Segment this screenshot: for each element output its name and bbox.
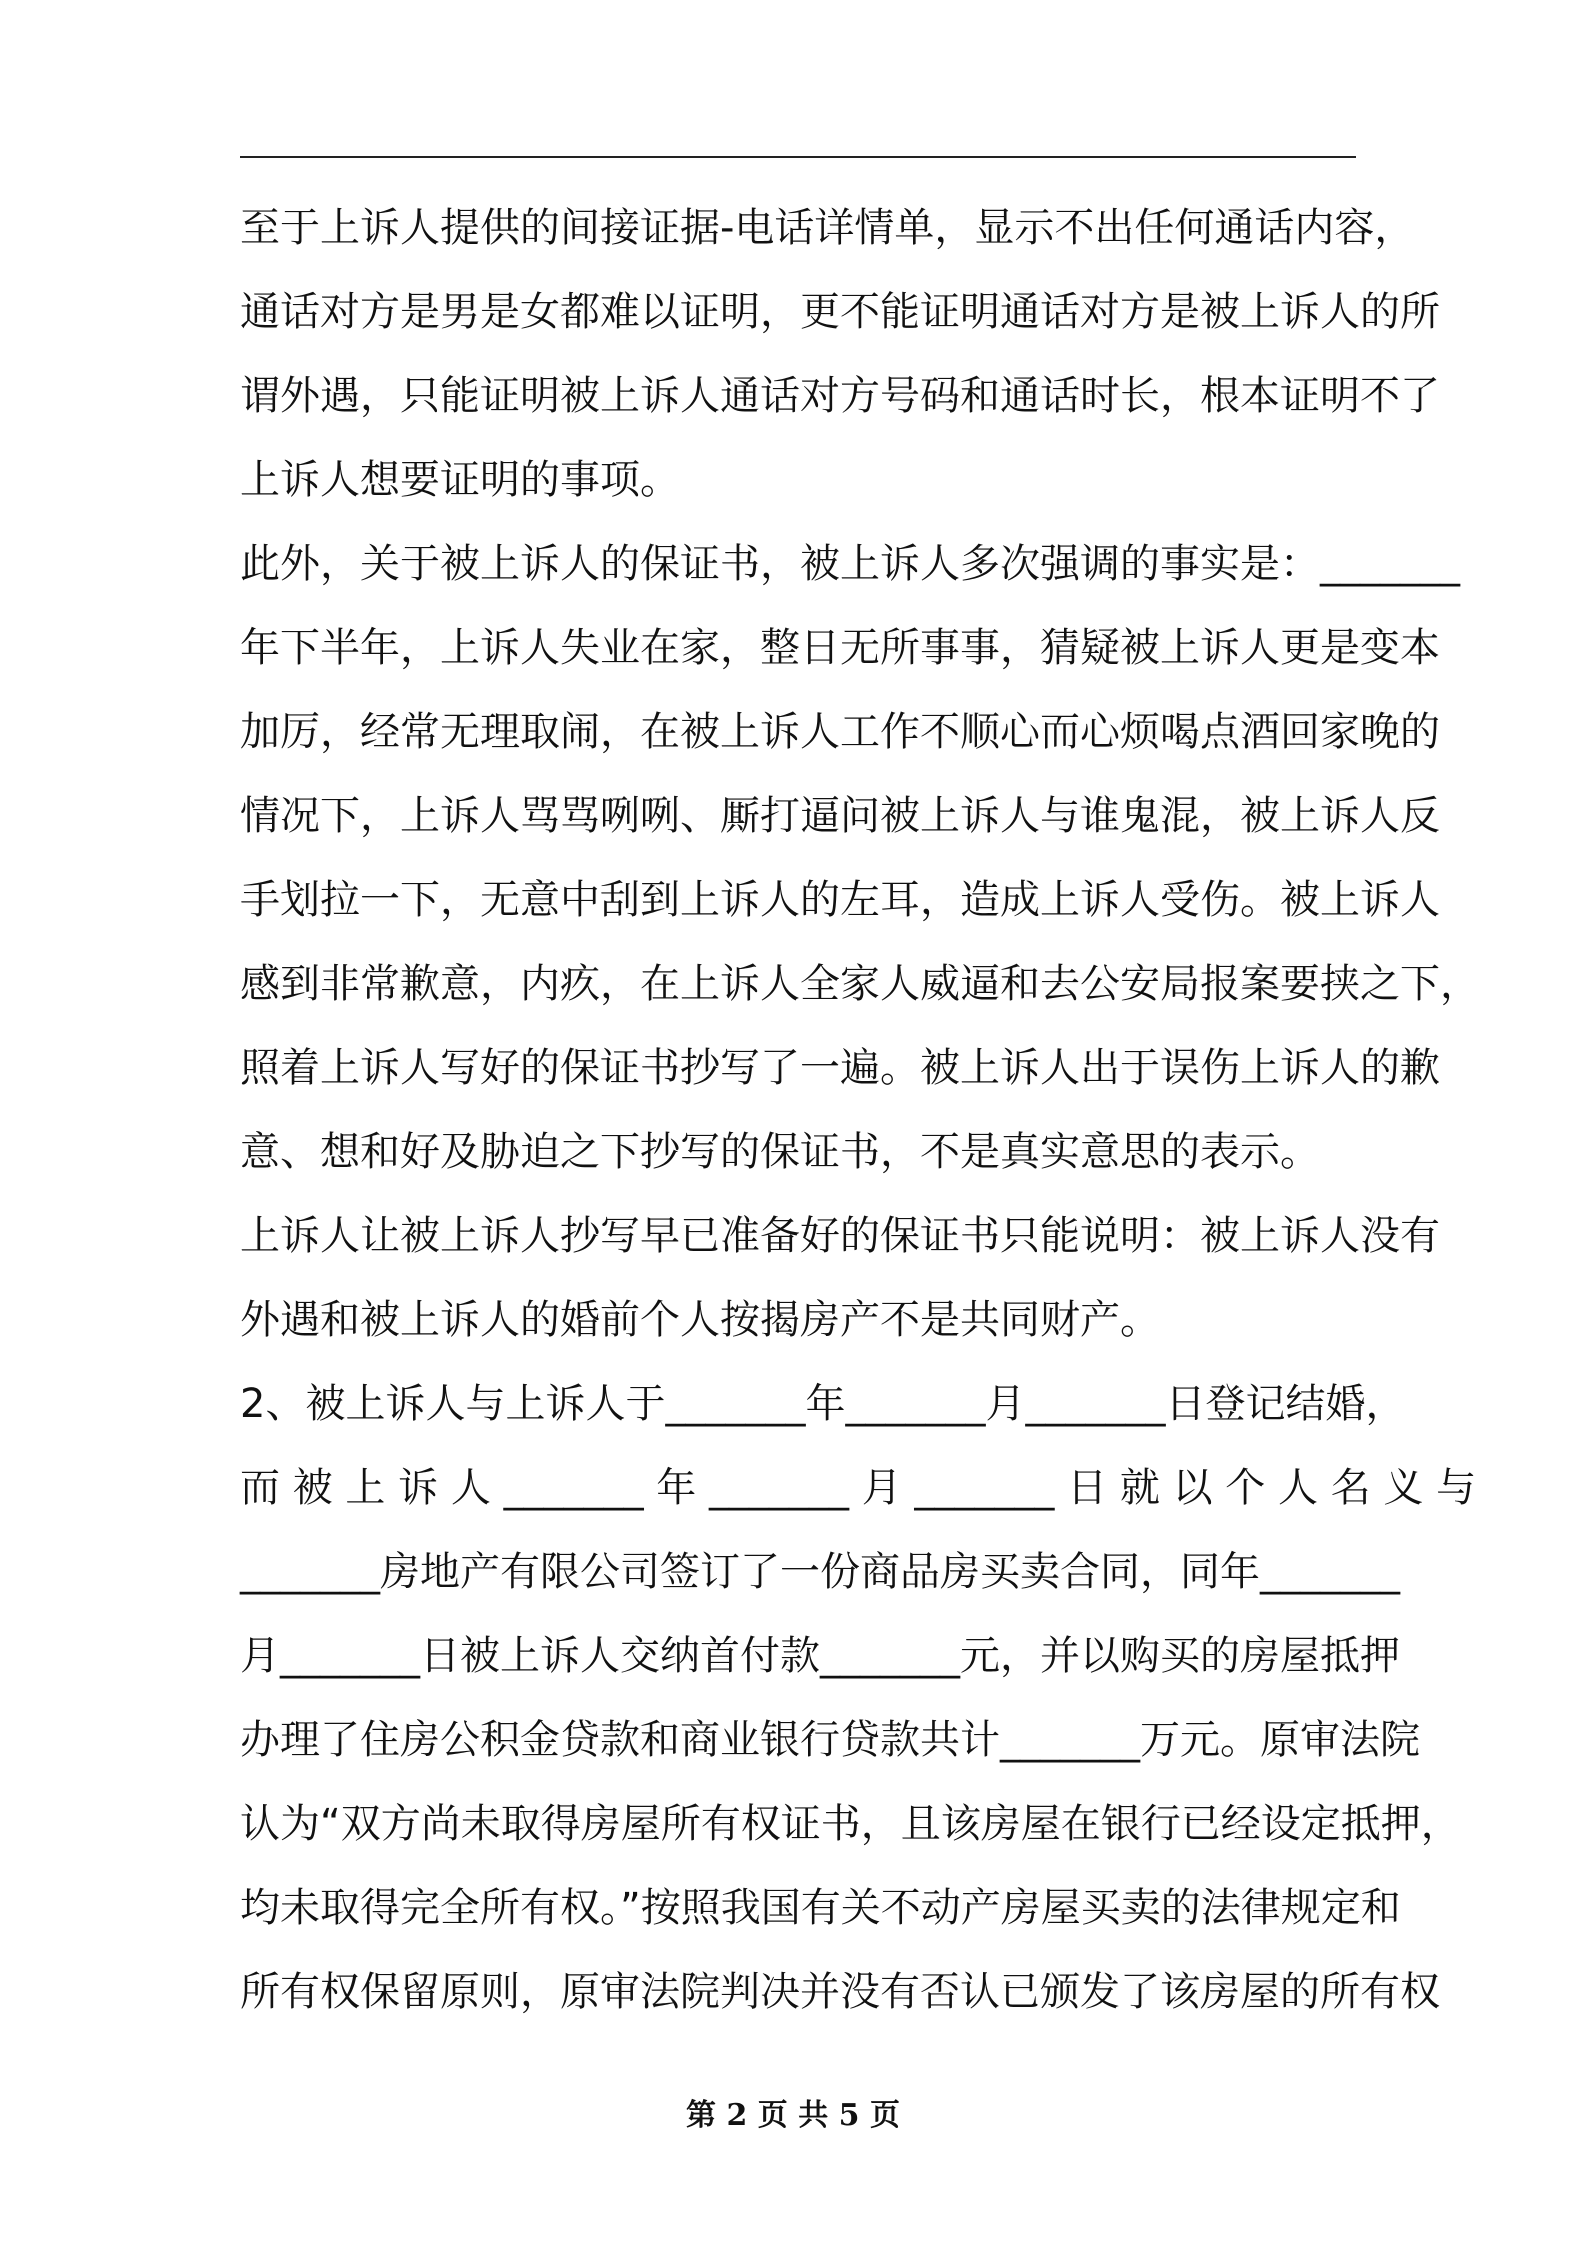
text-line: _______房地产有限公司签订了一份商品房买卖合同，同年_______	[240, 1549, 1400, 1595]
text-line: 谓外遇，只能证明被上诉人通话对方号码和通话时长，根本证明不了	[240, 373, 1440, 419]
text-line: 上诉人想要证明的事项。	[240, 457, 680, 503]
document-body	[240, 186, 1480, 2034]
text-line: 上诉人让被上诉人抄写早已准备好的保证书只能说明：被上诉人没有	[240, 1213, 1440, 1259]
text-line: 情况下，上诉人骂骂咧咧、厮打逼问被上诉人与谁鬼混，被上诉人反	[240, 793, 1440, 839]
text-line: 感到非常歉意，内疚，在上诉人全家人威逼和去公安局报案要挟之下，	[240, 961, 1480, 1007]
text-line: 月_______日被上诉人交纳首付款_______元，并以购买的房屋抵押	[240, 1633, 1400, 1679]
text-line: 此外，关于被上诉人的保证书，被上诉人多次强调的事实是：_______	[240, 541, 1460, 587]
page-number-footer	[0, 2090, 1586, 2134]
text-line: 加厉，经常无理取闹，在被上诉人工作不顺心而心烦喝点酒回家晚的	[240, 709, 1440, 755]
text-line: 年下半年，上诉人失业在家，整日无所事事，猜疑被上诉人更是变本	[240, 625, 1440, 671]
text-line: 照着上诉人写好的保证书抄写了一遍。被上诉人出于误伤上诉人的歉	[240, 1045, 1440, 1091]
text-line: 认为“双方尚未取得房屋所有权证书，且该房屋在银行已经设定抵押，	[240, 1801, 1461, 1847]
text-line: 办理了住房公积金贷款和商业银行贷款共计_______万元。原审法院	[240, 1717, 1420, 1763]
text-line: 2、被上诉人与上诉人于_______年_______月_______日登记结婚，	[240, 1381, 1406, 1427]
page-number: 第 2 页 共 5 页	[686, 2098, 900, 2133]
text-line: 均未取得完全所有权。”按照我国有关不动产房屋买卖的法律规定和	[240, 1885, 1401, 1931]
header-rule	[240, 156, 1356, 158]
text-line: 通话对方是男是女都难以证明，更不能证明通话对方是被上诉人的所	[240, 289, 1440, 335]
text-line: 而 被 上 诉 人 _______ 年 _______ 月 _______ 日 就 以 个 人 名 义 与	[240, 1465, 1477, 1511]
text-line: 所有权保留原则，原审法院判决并没有否认已颁发了该房屋的所有权	[240, 1969, 1440, 2015]
text-line: 外遇和被上诉人的婚前个人按揭房产不是共同财产。	[240, 1297, 1160, 1343]
text-line: 意、想和好及胁迫之下抄写的保证书，不是真实意思的表示。	[240, 1129, 1320, 1175]
text-line: 至于上诉人提供的间接证据-电话详情单，显示不出任何通话内容，	[240, 205, 1415, 251]
text-line: 手划拉一下，无意中刮到上诉人的左耳，造成上诉人受伤。被上诉人	[240, 877, 1440, 923]
